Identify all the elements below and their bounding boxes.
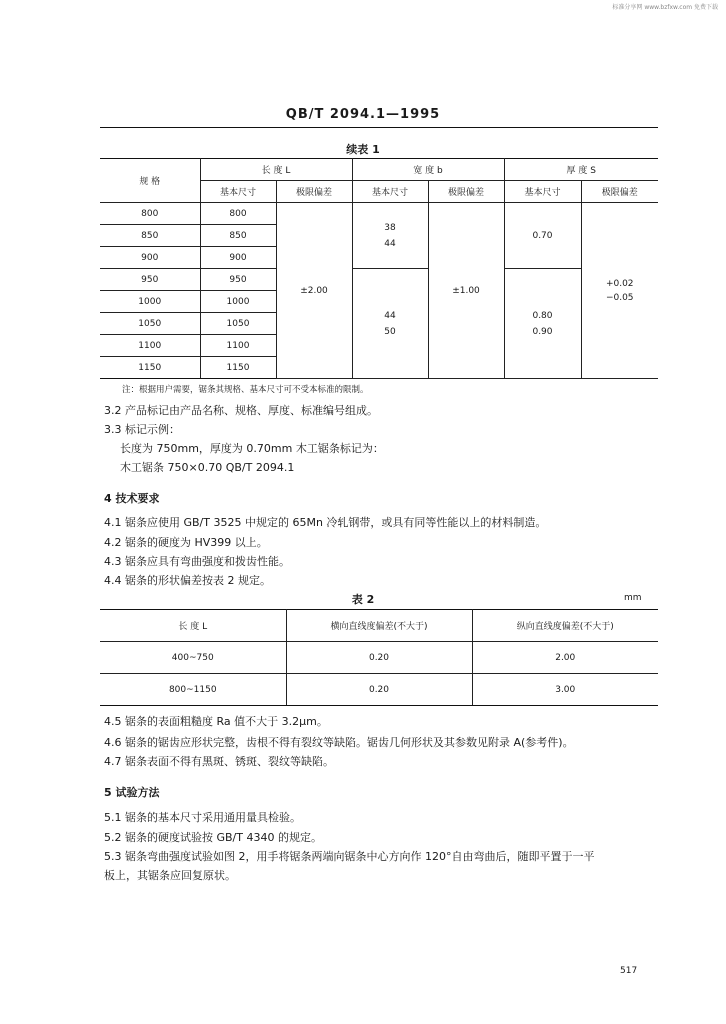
table1-thickness-tol-minus: −0.05 [605,292,634,303]
table1-length-cell: 1100 [200,335,276,357]
table1-thickness-tol-plus: +0.02 [605,278,634,289]
table2-unit: mm [624,593,642,603]
section-5-heading: 5 试验方法 [104,786,160,799]
table1-length-cell: 800 [200,203,276,225]
table1-header-thickness: 厚 度 S [504,159,658,181]
clause-4-6: 4.6 锯条的锯齿应形状完整，齿根不得有裂纹等缺陷。锯齿几何形状及其参数见附录 A(参考件)。 [104,736,574,749]
table1-length-cell: 1050 [200,313,276,335]
header-rule [100,127,658,128]
table1-spec-cell: 1050 [100,313,200,335]
table2-cell-transverse: 0.20 [286,642,472,674]
clause-3-3-text: 长度为 750mm，厚度为 0.70mm 木工锯条标记为： [120,442,384,455]
table2-header-length: 长 度 L [100,610,286,642]
table2-header-longitudinal: 纵向直线度偏差(不大于) [472,610,658,642]
section-4-heading: 4 技术要求 [104,492,160,505]
clause-4-1: 4.1 锯条应使用 GB/T 3525 中规定的 65Mn 冷轧钢带，或具有同等性能以上的材料制造。 [104,516,547,529]
table2-caption: 表 2 [351,593,375,606]
clause-3-2: 3.2 产品标记由产品名称、规格、厚度、标准编号组成。 [104,404,378,417]
table1-thickness-value: 0.80 [532,310,553,321]
table1-caption: 续表 1 [346,143,380,156]
table1-subheader-basic: 基本尺寸 [352,181,428,203]
clause-3-3-example: 木工锯条 750×0.70 QB/T 2094.1 [120,461,295,474]
table1-spec-cell: 1100 [100,335,200,357]
table1-subheader-tolerance: 极限偏差 [276,181,352,203]
table1-width-value: 38 [384,222,396,233]
clause-5-3: 5.3 锯条弯曲强度试验如图 2，用手将锯条两端向锯条中心方向作 120°自由弯曲后，随即平置于一平 [104,850,595,863]
table1-length-cell: 1150 [200,357,276,379]
clause-4-2: 4.2 锯条的硬度为 HV399 以上。 [104,536,268,549]
table1-thickness-tolerance [581,203,658,379]
table1-thickness-value: 0.90 [532,326,553,337]
table1-length-cell: 950 [200,269,276,291]
table1-width-tolerance: ±1.00 [428,203,504,379]
table2-cell-longitudinal: 3.00 [472,674,658,706]
table2-cell-transverse: 0.20 [286,674,472,706]
clause-4-3: 4.3 锯条应具有弯曲强度和拨齿性能。 [104,555,290,568]
clause-4-4: 4.4 锯条的形状偏差按表 2 规定。 [104,574,271,587]
table1-header-width: 宽 度 b [352,159,504,181]
table2 [100,609,658,706]
table1-subheader-basic: 基本尺寸 [504,181,581,203]
table1-thickness-group-b [504,269,581,379]
table1-length-cell: 900 [200,247,276,269]
table1-subheader-tolerance: 极限偏差 [581,181,658,203]
table1-subheader-basic: 基本尺寸 [200,181,276,203]
table1-width-value: 44 [384,310,396,321]
table1-header-length: 长 度 L [200,159,352,181]
table1-width-value: 50 [384,326,396,337]
table1 [100,158,658,379]
table1-length-cell: 1000 [200,291,276,313]
table1-width-group-b [352,269,428,379]
table2-cell-length: 800~1150 [100,674,286,706]
clause-5-2: 5.2 锯条的硬度试验按 GB/T 4340 的规定。 [104,831,322,844]
table1-header-spec: 规 格 [100,159,200,203]
standard-header: QB/T 2094.1—1995 [285,107,441,122]
table1-width-value: 44 [384,238,396,249]
table1-length-cell: 850 [200,225,276,247]
clause-3-3: 3.3 标记示例： [104,423,180,436]
clause-5-3-continued: 板上，其锯条应回复原状。 [104,869,236,882]
clause-4-7: 4.7 锯条表面不得有黑斑、锈斑、裂纹等缺陷。 [104,755,334,768]
table1-width-group-a [352,203,428,269]
table1-spec-cell: 900 [100,247,200,269]
table1-subheader-tolerance: 极限偏差 [428,181,504,203]
page-number: 517 [620,966,638,976]
clause-5-1: 5.1 锯条的基本尺寸采用通用量具检验。 [104,811,301,824]
table1-spec-cell: 1150 [100,357,200,379]
table2-cell-length: 400~750 [100,642,286,674]
table1-spec-cell: 950 [100,269,200,291]
table1-spec-cell: 800 [100,203,200,225]
watermark: 标准分享网 www.bzfxw.com 免费下载 [612,4,718,11]
clause-4-5: 4.5 锯条的表面粗糙度 Ra 值不大于 3.2μm。 [104,715,328,728]
table1-length-tolerance: ±2.00 [276,203,352,379]
table1-note: 注：根据用户需要，锯条其规格、基本尺寸可不受本标准的限制。 [122,385,369,395]
table1-spec-cell: 850 [100,225,200,247]
table2-cell-longitudinal: 2.00 [472,642,658,674]
table1-spec-cell: 1000 [100,291,200,313]
table2-header-transverse: 横向直线度偏差(不大于) [286,610,472,642]
table1-thickness-group-a: 0.70 [504,203,581,269]
